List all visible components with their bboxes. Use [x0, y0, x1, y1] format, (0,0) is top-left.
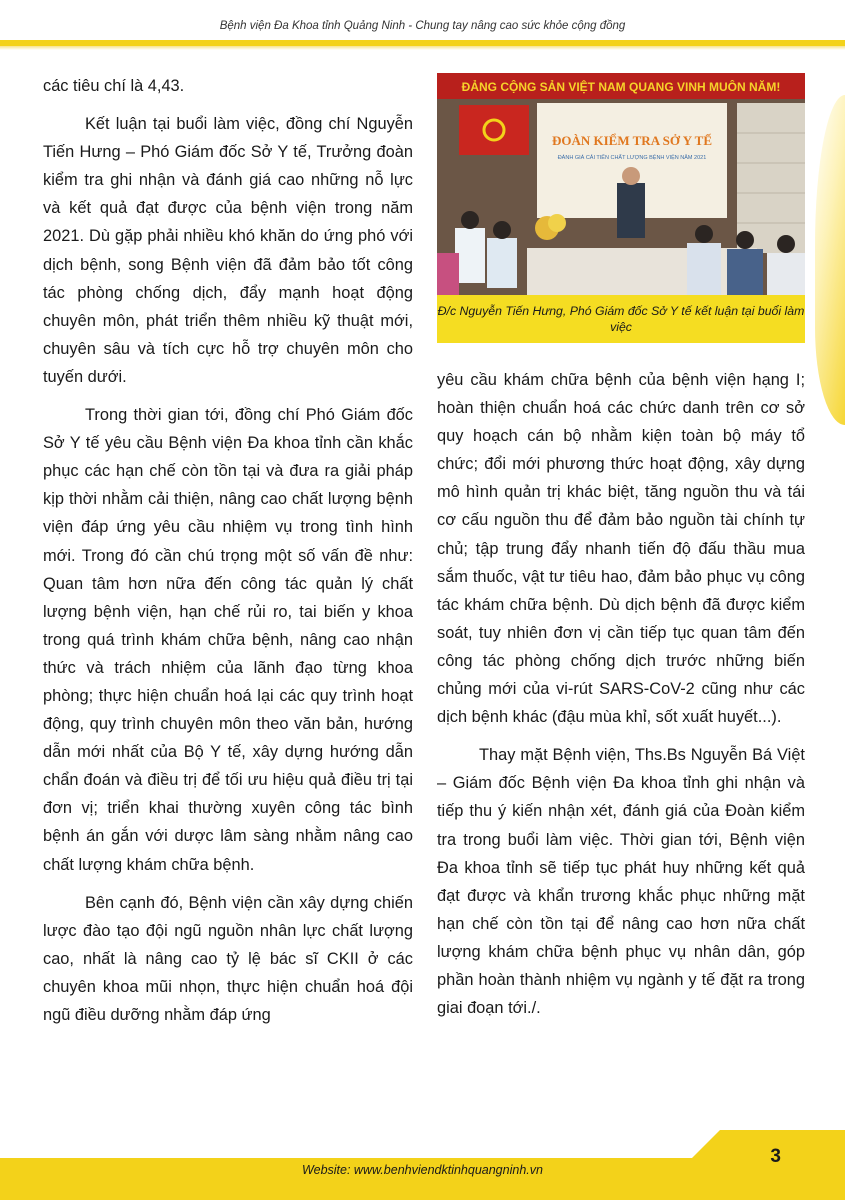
paragraph: Kết luận tại buổi làm việc, đồng chí Nguyễn Tiến Hưng – Phó Giám đốc Sở Y tế, Trưởng đoàn kiểm tra ghi nhận và đánh giá cao những nỗ lực và kết quả đạt được của bệnh viện trong năm 2021. Dù gặp phải nhiều khó khăn do ứng phó với dịch bệnh, song Bệnh viện đã đảm bảo tốt công tác phòng chống dịch, đẩy mạnh hoạt động chuyên môn, phát triển thêm nhiều kỹ thuật mới, chuyên sâu và tích cực hỗ trợ chuyên môn cho tuyến dưới.	[43, 115, 413, 386]
meeting-photo	[437, 73, 805, 295]
footer-website[interactable]: Website: www.benhviendktinhquangninh.vn	[302, 1163, 543, 1177]
paragraph: Bên cạnh đó, Bệnh viện cần xây dựng chiến lược đào tạo đội ngũ nguồn nhân lực chất lượng cao, nhất là nâng cao tỷ lệ bác sĩ CKII ở các chuyên khoa mũi nhọn, thực hiện chuẩn hoá đội ngũ điều dưỡng nhằm đáp ứng	[43, 893, 413, 1024]
paragraph: các tiêu chí là 4,43.	[43, 77, 185, 95]
decorative-swoosh	[815, 95, 845, 425]
banner-text: ĐẢNG CỘNG SẢN VIỆT NAM QUANG VINH MUÔN NĂM!	[461, 80, 781, 94]
paragraph: Trong thời gian tới, đồng chí Phó Giám đốc Sở Y tế yêu cầu Bệnh viện Đa khoa tỉnh cần khắc phục các hạn chế còn tồn tại và đưa ra giải pháp kịp thời nhằm cải thiện, nâng cao chất lượng bệnh viện đáp ứng yêu cầu nhiệm vụ trong tình hình mới. Trong đó cần chú trọng một số vấn đề như: Quan tâm hơn nữa đến công tác quản lý chất lượng bệnh viện, hạn chế rủi ro, tai biến y khoa trong quá trình khám chữa bệnh, nâng cao nhận thức và trách nhiệm của lãnh đạo từng khoa phòng; thực hiện chuẩn hoá lại các quy trình hoạt động, quy trình chuyên môn theo văn bản, hướng dẫn mới nhất của Bộ Y tế, xây dựng hướng dẫn chẩn đoán và điều trị để tối ưu hiệu quả điều trị tại đơn vị; triển khai thường xuyên công tác bình bệnh án gắn với dược lâm sàng nhằm nâng cao chất lượng khám chữa bệnh.	[43, 406, 413, 874]
running-header: Bệnh viện Đa Khoa tỉnh Quảng Ninh - Chung tay nâng cao sức khỏe cộng đồng	[219, 20, 626, 32]
header-rule-fade	[0, 46, 845, 50]
paragraph: yêu cầu khám chữa bệnh của bệnh viện hạng I; hoàn thiện chuẩn hoá các chức danh trên cơ sở quy hoạch cán bộ nhằm kiện toàn bộ máy tổ chức; đổi mới phương thức hoạt động, xây dựng mô hình quản trị khác biệt, tăng nguồn thu và tái cơ cấu nguồn thu để đảm bảo nguồn tài chính tự chủ; tập trung đẩy nhanh tiến độ đấu thầu mua sắm thuốc, vật tư tiêu hao, đảm bảo phục vụ công tác khám chữa bệnh. Dù dịch bệnh đã được kiểm soát, tuy nhiên đơn vị cần tiếp tục quan tâm đến công tác phòng chống dịch trước những biến chủng mới của vi-rút SARS-CoV-2 cũng như các dịch bệnh khác (đậu mùa khỉ, sốt xuất huyết...).	[437, 371, 805, 727]
page-number: 3	[770, 1146, 781, 1167]
screen-title: ĐOÀN KIỂM TRA SỞ Y TẾ	[551, 133, 713, 148]
left-column	[43, 72, 413, 1039]
paragraph: Thay mặt Bệnh viện, Ths.Bs Nguyễn Bá Việt – Giám đốc Bệnh viện Đa khoa tỉnh ghi nhận và tiếp thu ý kiến nhận xét, đánh giá của Đoàn kiểm tra trong buổi làm việc. Thời gian tới, Bệnh viện Đa khoa tỉnh sẽ tiếp tục phát huy những kết quả đạt được và khẩn trương khắc phục những mặt hạn chế còn tồn tại để nâng cao hơn nữa chất lượng khám chữa bệnh phục vụ nhân dân, góp phần hoàn thành nhiệm vụ ngành y tế đặt ra trong giai đoạn tới./.	[437, 746, 805, 1018]
screen-subtitle: ĐÁNH GIÁ CẢI TIẾN CHẤT LƯỢNG BỆNH VIỆN NĂM 2021	[557, 155, 707, 161]
footer-notch	[0, 1130, 845, 1160]
figure-caption: Đ/c Nguyễn Tiến Hưng, Phó Giám đốc Sở Y tế kết luận tại buổi làm việc	[437, 295, 805, 343]
right-column	[437, 366, 805, 1032]
figure	[437, 73, 805, 343]
